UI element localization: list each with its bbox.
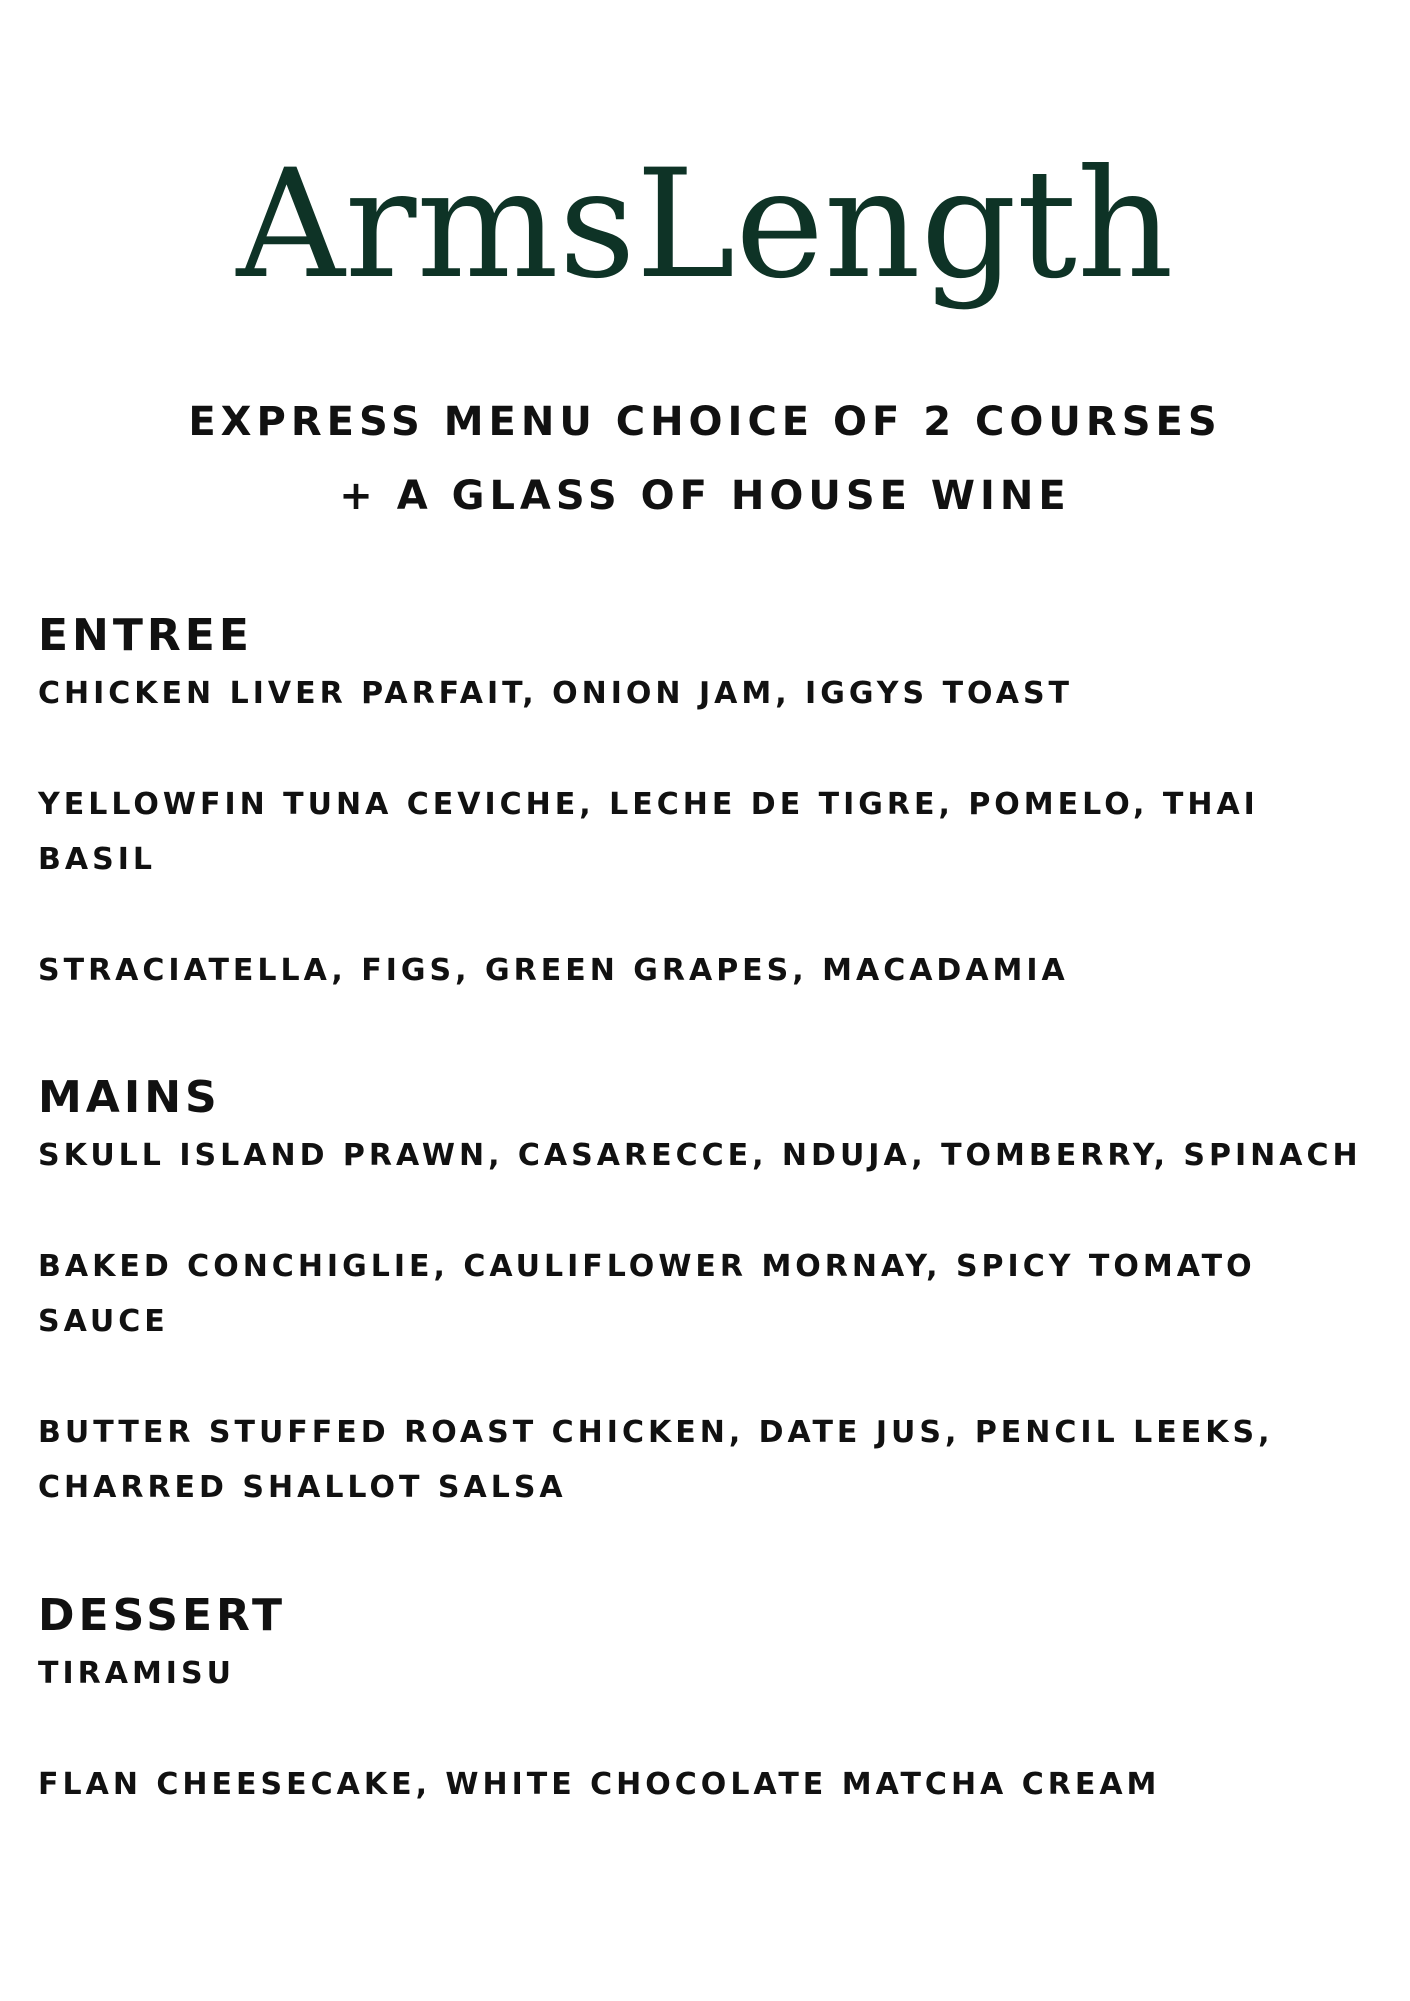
section-mains [38,1072,1368,1571]
menu-item: STRACIATELLA, FIGS, GREEN GRAPES, MACADAMIA [38,953,1069,988]
section-heading-dessert: DESSERT [38,1590,286,1641]
menu-item: CHICKEN LIVER PARFAIT, ONION JAM, IGGYS TOAST [38,676,1074,711]
menu-item: TIRAMISU [38,1656,235,1691]
section-dessert [38,1590,1368,1868]
brand-logo: ArmsLength [236,138,1174,312]
section-heading-entree: ENTREE [38,610,253,661]
menu-item: BAKED CONCHIGLIE, CAULIFLOWER MORNAY, SPICY TOMATO SAUCE [38,1249,1256,1339]
menu-subtitle [0,385,1410,533]
menu-item: BUTTER STUFFED ROAST CHICKEN, DATE JUS, PENCIL LEEKS, CHARRED SHALLOT SALSA [38,1415,1274,1505]
section-heading-mains: MAINS [38,1072,221,1123]
menu-item: SKULL ISLAND PRAWN, CASARECCE, NDUJA, TOMBERRY, SPINACH [38,1138,1362,1173]
subtitle-line-1: EXPRESS MENU CHOICE OF 2 COURSES [188,399,1222,445]
menu-item: FLAN CHEESECAKE, WHITE CHOCOLATE MATCHA CREAM [38,1767,1161,1802]
menu-item: YELLOWFIN TUNA CEVICHE, LECHE DE TIGRE, POMELO, THAI BASIL [38,787,1259,877]
section-entree [38,610,1368,1054]
subtitle-line-2: + A GLASS OF HOUSE WINE [339,473,1071,519]
